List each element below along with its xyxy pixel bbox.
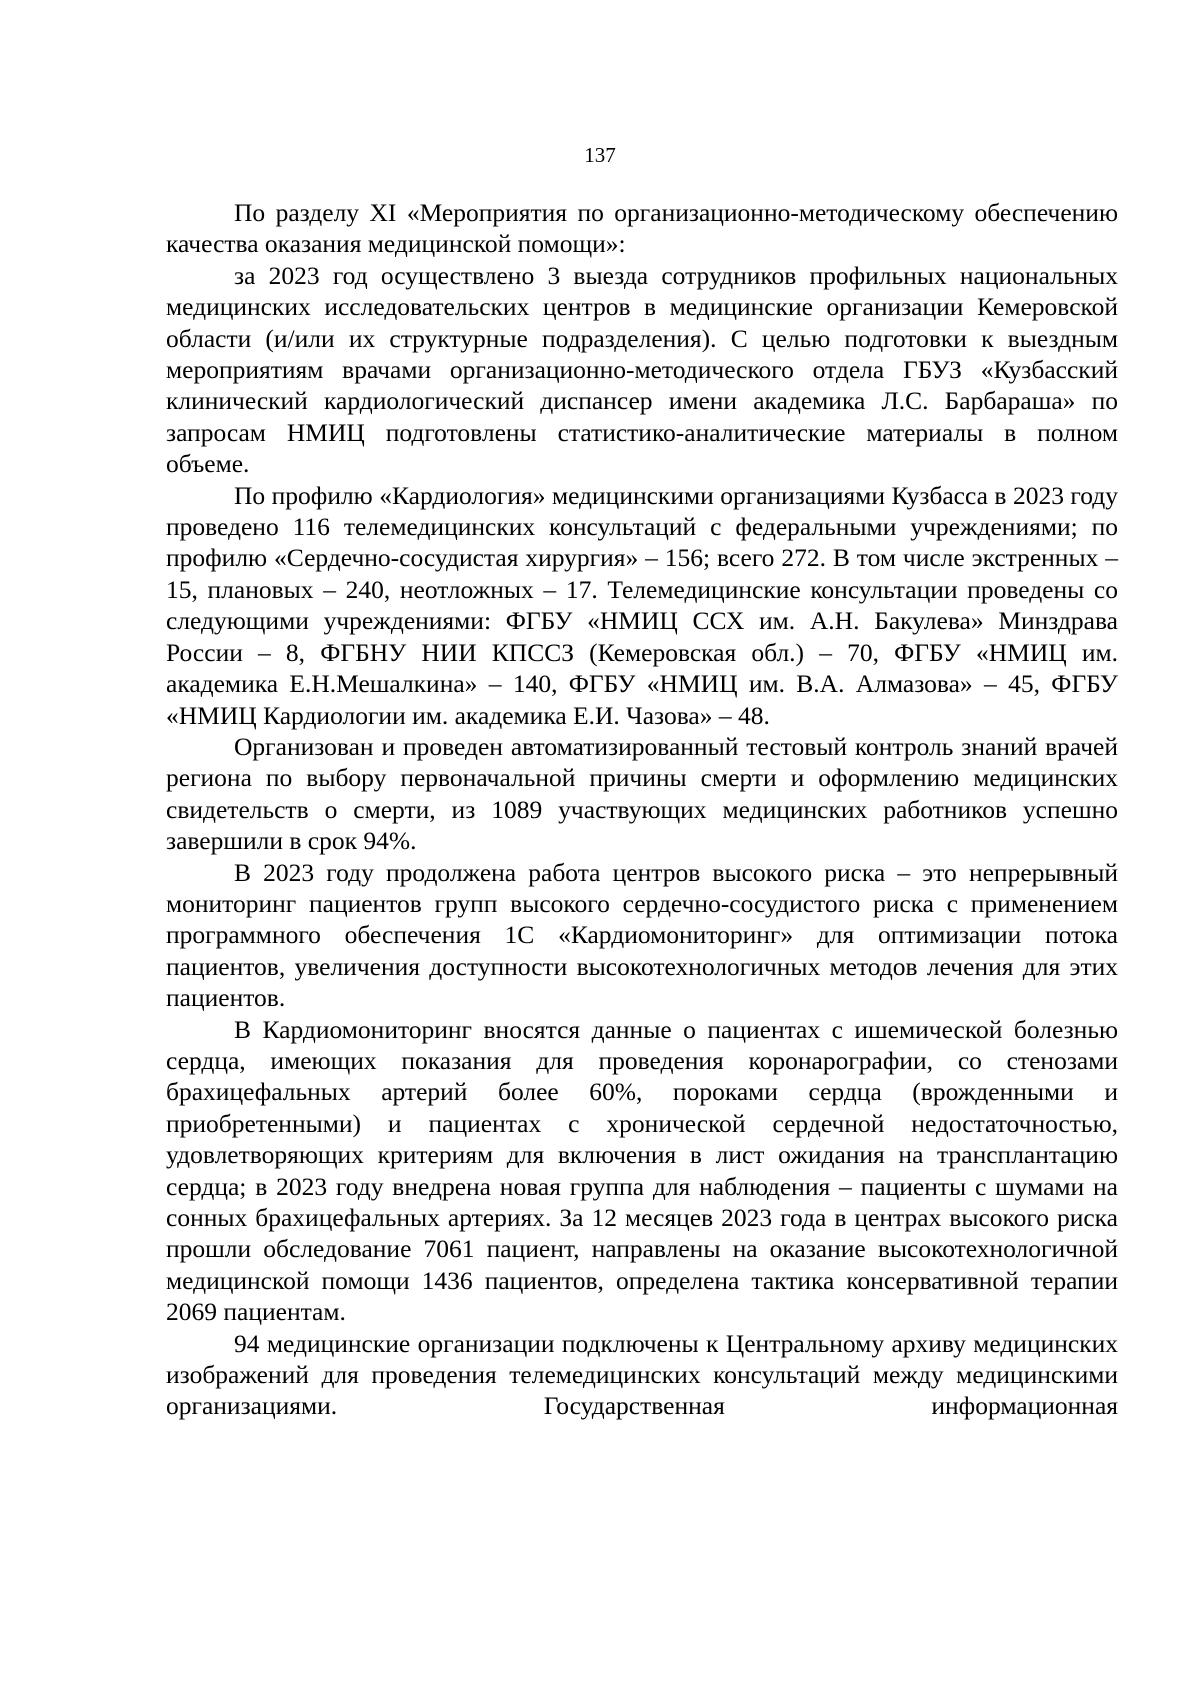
page-number: 137	[584, 143, 616, 167]
paragraph-cardiomonitoring: В Кардиомониторинг вносятся данные о пациентах с ишемической болезнью сердца, имеющих показания для проведения коронарографии, со стенозами брахицефальных артерий более 60%, пороками сердца (врожденными и приобретенными) и пациентах с хронической сердечной недостаточностью, удовлетворяющих критериям для включения в лист ожидания на трансплантацию сердца; в 2023 году внедрена новая группа для наблюдения – пациенты с шумами на сонных брахицефальных артериях. За 12 месяцев 2023 года в центрах высокого риска прошли обследование 7061 пациент, направлены на оказание высокотехнологичной медицинской помощи 1436 пациентов, определена тактика консервативной терапии 2069 пациентам.	[166, 1014, 1118, 1327]
paragraph-section-xi-intro: По разделу XI «Мероприятия по организационно-методическому обеспечению качества оказания медицинской помощи»:	[166, 198, 1118, 259]
paragraph-telemedicine-consultations: По профилю «Кардиология» медицинскими организациями Кузбасса в 2023 году проведено 116 телемедицинских консультаций с федеральными учреждениями; по профилю «Сердечно-сосудистая хирургия» – 156; всего 272. В том числе экстренных – 15, плановых – 240, неотложных – 17. Телемедицинские консультации проведены со следующими учреждениями: ФГБУ «НМИЦ ССХ им. А.Н. Бакулева» Минздрава России – 8, ФГБНУ НИИ КПССЗ (Кемеровская обл.) – 70, ФГБУ «НМИЦ им. академика Е.Н.Мешалкина» – 140, ФГБУ «НМИЦ им. В.А. Алмазова» – 45, ФГБУ «НМИЦ Кардиологии им. академика Е.И. Чазова» – 48.	[166, 480, 1118, 730]
paragraph-nmic-visits: за 2023 год осуществлено 3 выезда сотрудников профильных национальных медицинских исследовательских центров в медицинские организации Кемеровской области (и/или их структурные подразделения). С целью подготовки к выездным мероприятиям врачами организационно-методического отдела ГБУЗ «Кузбасский клинический кардиологический диспансер имени академика Л.С. Барбараша» по запросам НМИЦ подготовлены статистико-аналитические материалы в полном объеме.	[166, 260, 1118, 479]
document-body	[166, 197, 1118, 1422]
paragraph-high-risk-centers: В 2023 году продолжена работа центров высокого риска – это непрерывный мониторинг пациентов групп высокого сердечно-сосудистого риска с применением программного обеспечения 1С «Кардиомониторинг» для оптимизации потока пациентов, увеличения доступности высокотехнологичных методов лечения для этих пациентов.	[166, 857, 1118, 1013]
paragraph-image-archive: 94 медицинские организации подключены к Центральному архиву медицинских изображений для проведения телемедицинских консультаций между медицинскими организациями. Государственная информационная	[166, 1328, 1118, 1421]
paragraph-knowledge-test: Организован и проведен автоматизированный тестовый контроль знаний врачей региона по выбору первоначальной причины смерти и оформлению медицинских свидетельств о смерти, из 1089 участвующих медицинских работников успешно завершили в срок 94%.	[166, 731, 1118, 856]
